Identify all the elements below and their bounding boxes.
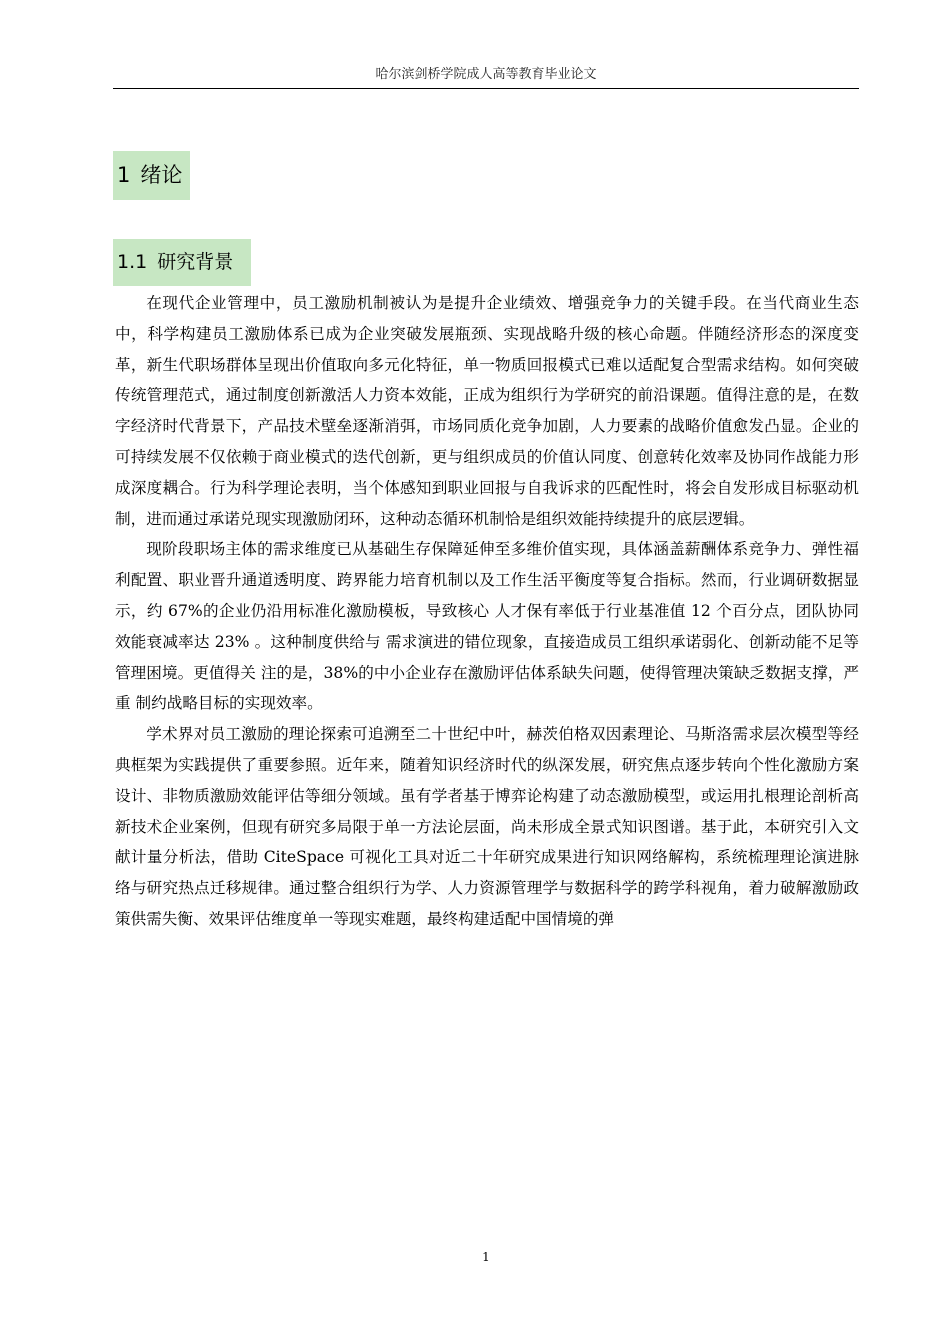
section-heading <box>113 239 251 286</box>
body-text <box>115 288 859 935</box>
page-number: 1 <box>482 1250 490 1264</box>
running-header: 哈尔滨剑桥学院成人高等教育毕业论文 <box>375 67 597 82</box>
section-number: 1.1 <box>117 251 148 273</box>
paragraph-1: 在现代企业管理中，员工激励机制被认为是提升企业绩效、增强竞争力的关键手段。在当代商业生态中，科学构建员工激励体系已成为企业突破发展瓶颈、实现战略升级的核心命题。伴随经济形态的深度变革，新生代职场群体呈现出价值取向多元化特征，单一物质回报模式已难以适配复合型需求结构。如何突破传统管理范式，通过制度创新激活人力资本效能，正成为组织行为学研究的前沿课题。值得注意的是，在数字经济时代背景下，产品技术壁垒逐渐消弭，市场同质化竞争加剧，人力要素的战略价值愈发凸显。企业的可持续发展不仅依赖于商业模式的迭代创新，更与组织成员的价值认同度、创意转化效率及协同作战能力形成深度耦合。行为科学理论表明，当个体感知到职业回报与自我诉求的匹配性时，将会自发形成目标驱动机制，进而通过承诺兑现实现激励闭环，这种动态循环机制恰是组织效能持续提升的底层逻辑。 <box>115 294 859 528</box>
section-title: 研究背景 <box>157 251 234 273</box>
paragraph-2: 现阶段职场主体的需求维度已从基础生存保障延伸至多维价值实现，具体涵盖薪酬体系竞争力、弹性福利配置、职业晋升通道透明度、跨界能力培育机制以及工作生活平衡度等复合指标。然而，行业调研数据显示，约 67%的企业仍沿用标准化激励模板，导致核心 人才保有率低于行业基准值 12 个百分点，团队协同效能衰减率达 23% 。这种制度供给与 需求演进的错位现象，直接造成员工组织承诺弱化、创新动能不足等管理困境。更值得关 注的是，38%的中小企业存在激励评估体系缺失问题，使得管理决策缺乏数据支撑，严重 制约战略目标的实现效率。 <box>115 540 859 713</box>
paragraph-3: 学术界对员工激励的理论探索可追溯至二十世纪中叶，赫茨伯格双因素理论、马斯洛需求层次模型等经典框架为实践提供了重要参照。近年来，随着知识经济时代的纵深发展，研究焦点逐步转向个性化激励方案设计、非物质激励效能评估等细分领域。虽有学者基于博弈论构建了动态激励模型，或运用扎根理论剖析高新技术企业案例，但现有研究多局限于单一方法论层面，尚未形成全景式知识图谱。基于此，本研究引入文献计量分析法，借助 CiteSpace 可视化工具对近二十年研究成果进行知识网络解构，系统梳理理论演进脉络与研究热点迁移规律。通过整合组织行为学、人力资源管理学与数据科学的跨学科视角，着力破解激励政策供需失衡、效果评估维度单一等现实难题，最终构建适配中国情境的弹 <box>115 725 859 928</box>
chapter-title: 绪论 <box>140 163 183 187</box>
chapter-heading <box>113 151 190 200</box>
header-rule <box>113 88 859 89</box>
chapter-number: 1 <box>117 163 131 187</box>
